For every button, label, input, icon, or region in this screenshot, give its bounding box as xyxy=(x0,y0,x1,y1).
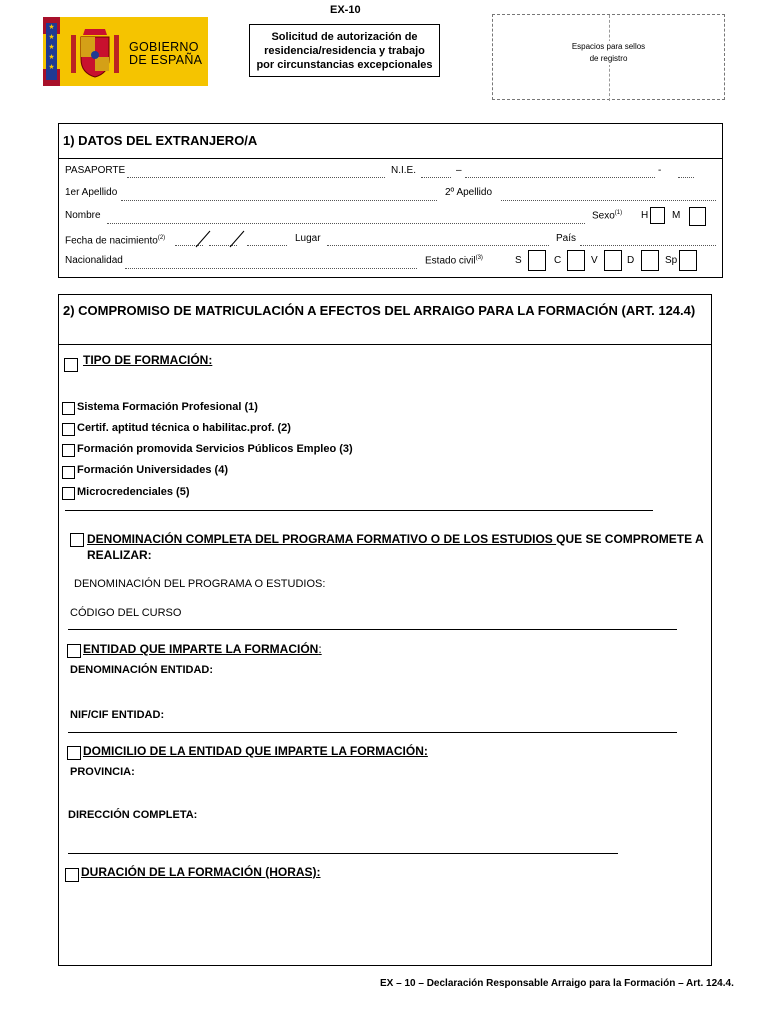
provincia-label: PROVINCIA: xyxy=(70,766,135,778)
page-footer: EX – 10 – Declaración Responsable Arraigo para la Formación – Art. 124.4. xyxy=(380,978,734,989)
divider xyxy=(65,510,653,511)
denominacion-programa-label: DENOMINACIÓN DEL PROGRAMA O ESTUDIOS: xyxy=(74,578,326,590)
logo-text-line2: DE ESPAÑA xyxy=(129,53,203,67)
denominacion-heading-rest: QUE SE COMPROMETE A xyxy=(556,532,704,546)
section1-title: 1) DATOS DEL EXTRANJERO/A xyxy=(63,133,258,148)
sexo-label: Sexo xyxy=(592,210,615,222)
lugar-label: Lugar xyxy=(295,233,321,244)
nombre-field[interactable] xyxy=(107,223,585,224)
apellido1-label: 1er Apellido xyxy=(65,187,118,198)
denominacion-heading xyxy=(87,532,704,546)
apellido1-field[interactable] xyxy=(121,200,437,201)
direccion-label: DIRECCIÓN COMPLETA: xyxy=(68,809,198,821)
nie-field-number[interactable] xyxy=(465,177,655,178)
denominacion-heading-line2: REALIZAR: xyxy=(87,548,152,562)
sexo-m-checkbox[interactable] xyxy=(689,207,706,226)
sexo-m-label: M xyxy=(672,210,681,221)
tipo-checkbox-5[interactable] xyxy=(62,487,75,500)
sexo-h-label: H xyxy=(641,210,649,221)
nie-field-prefix[interactable] xyxy=(421,177,451,178)
section2-title: 2) COMPROMISO DE MATRICULACIÓN A EFECTOS DEL ARRAIGO PARA LA FORMACIÓN (ART. 124.4) xyxy=(63,303,696,318)
entidad-heading-colon: : xyxy=(318,642,322,656)
nacionalidad-label: Nacionalidad xyxy=(65,255,123,266)
fecha-anio-field[interactable] xyxy=(247,245,287,246)
coat-of-arms-icon xyxy=(67,23,123,80)
denominacion-entidad-label: DENOMINACIÓN ENTIDAD: xyxy=(70,664,213,676)
stamp-area xyxy=(492,14,725,100)
tipo-label-1: Sistema Formación Profesional (1) xyxy=(77,401,258,413)
domicilio-checkbox[interactable] xyxy=(67,746,81,760)
domicilio-heading: DOMICILIO DE LA ENTIDAD QUE IMPARTE LA FORMACIÓN: xyxy=(83,744,428,758)
entidad-heading xyxy=(83,642,322,656)
form-code: EX-10 xyxy=(330,4,361,16)
eu-stars-icon: ★ ★ ★ ★ ★ xyxy=(46,23,57,80)
entidad-checkbox[interactable] xyxy=(67,644,81,658)
estado-sp-checkbox[interactable] xyxy=(679,250,697,271)
nie-field-suffix[interactable] xyxy=(678,177,694,178)
estado-civil-label: Estado civil xyxy=(425,255,476,267)
codigo-curso-label: CÓDIGO DEL CURSO xyxy=(70,607,182,619)
nif-cif-label: NIF/CIF ENTIDAD: xyxy=(70,709,165,721)
slash-icon xyxy=(227,230,247,248)
denominacion-checkbox[interactable] xyxy=(70,533,84,547)
nacionalidad-field[interactable] xyxy=(125,268,417,269)
nif-cif-field[interactable] xyxy=(68,732,677,733)
tipo-checkbox-4[interactable] xyxy=(62,466,75,479)
apellido2-label: 2º Apellido xyxy=(445,187,493,198)
logo-text-line1: GOBIERNO xyxy=(129,40,199,54)
entidad-heading-text: ENTIDAD QUE IMPARTE LA FORMACIÓN xyxy=(83,642,319,656)
apellido2-field[interactable] xyxy=(501,200,716,201)
tipo-checkbox-1[interactable] xyxy=(62,402,75,415)
duracion-heading: DURACIÓN DE LA FORMACIÓN (HORAS): xyxy=(81,865,321,879)
estado-v-label: V xyxy=(591,255,598,266)
tipo-label-2: Certif. aptitud técnica o habilitac.prof. (2) xyxy=(77,422,291,434)
tipo-checkbox-2[interactable] xyxy=(62,423,75,436)
fecha-nac-note: (2) xyxy=(157,235,166,241)
duracion-checkbox[interactable] xyxy=(65,868,79,882)
section-datos-extranjero: 1) DATOS DEL EXTRANJERO/A PASAPORTE N.I.E. – - 1er Apellido 2º Apellido Nombre Sexo$^{(1)}$ H M Fecha de nacimiento$^{(2)}$ Lugar País Nacionalidad Estado civil$^{(3)}$ S C V D Sp xyxy=(58,123,723,278)
pais-label: País xyxy=(556,233,577,244)
pasaporte-label: PASAPORTE xyxy=(65,165,126,176)
stamp-text-line1: Espacios para sellos xyxy=(571,42,646,51)
direccion-field[interactable] xyxy=(68,853,618,854)
tipo-formacion-checkbox[interactable] xyxy=(64,358,78,372)
tipo-checkbox-3[interactable] xyxy=(62,444,75,457)
estado-c-label: C xyxy=(554,255,562,266)
logo-text xyxy=(129,41,202,67)
denominacion-heading-underlined: DENOMINACIÓN COMPLETA DEL PROGRAMA FORMATIVO O DE LOS ESTUDIOS xyxy=(87,532,557,546)
stamp-text-line2: de registro xyxy=(589,54,628,63)
nie-label: N.I.E. xyxy=(391,165,417,176)
nombre-label: Nombre xyxy=(65,210,101,221)
estado-civil-note: (3) xyxy=(475,255,483,261)
pais-field[interactable] xyxy=(580,245,716,246)
pasaporte-field[interactable] xyxy=(127,177,385,178)
estado-sp-label: Sp xyxy=(665,255,678,266)
tipo-formacion-heading: TIPO DE FORMACIÓN: xyxy=(83,353,213,367)
tipo-label-5: Microcredenciales (5) xyxy=(77,486,190,498)
form-title: Solicitud de autorización de residencia/residencia y trabajo por circunstancias excepcionales xyxy=(249,24,440,77)
tipo-label-4: Formación Universidades (4) xyxy=(77,464,228,476)
estado-d-checkbox[interactable] xyxy=(641,250,659,271)
codigo-curso-field[interactable] xyxy=(68,629,677,630)
gobierno-espana-logo xyxy=(43,17,208,86)
sexo-h-checkbox[interactable] xyxy=(650,207,665,224)
estado-c-checkbox[interactable] xyxy=(567,250,585,271)
estado-s-checkbox[interactable] xyxy=(528,250,546,271)
estado-s-label: S xyxy=(515,255,522,266)
fecha-nac-label: Fecha de nacimiento xyxy=(65,235,158,247)
sexo-note: (1) xyxy=(614,210,623,216)
tipo-label-3: Formación promovida Servicios Públicos Empleo (3) xyxy=(77,443,353,455)
estado-v-checkbox[interactable] xyxy=(604,250,622,271)
lugar-field[interactable] xyxy=(327,245,549,246)
estado-d-label: D xyxy=(627,255,635,266)
section-compromiso-matriculacion xyxy=(58,294,712,966)
